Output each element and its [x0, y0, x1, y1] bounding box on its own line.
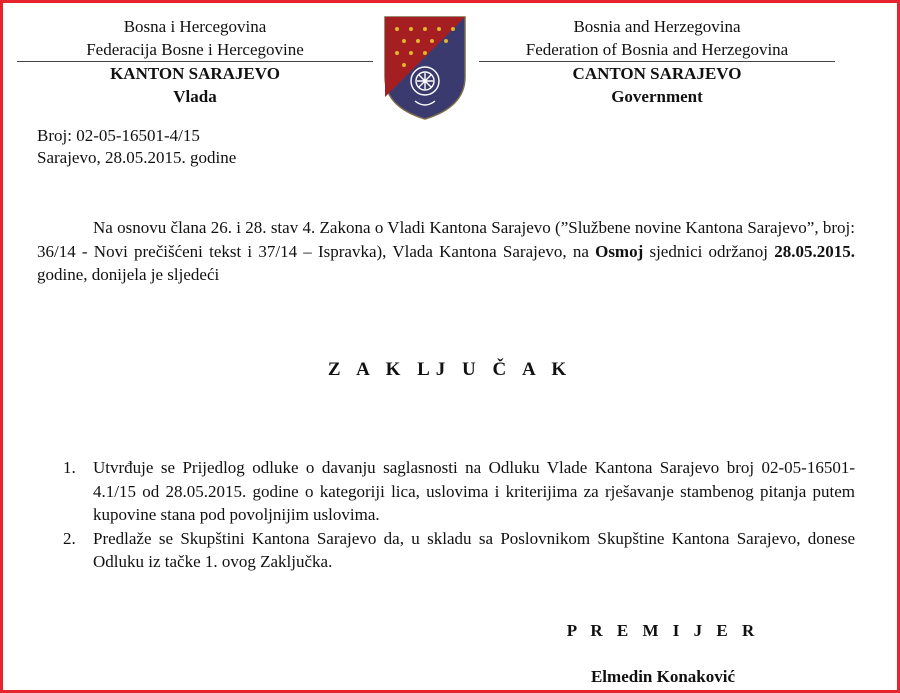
header-right-federation: Federation of Bosnia and Herzegovina	[479, 38, 835, 62]
intro-text-3: godine, donijela je sljedeći	[37, 265, 220, 284]
header-left-country: Bosna i Hercegovina	[123, 17, 267, 36]
conclusion-list	[63, 456, 855, 574]
intro-paragraph	[37, 216, 855, 287]
intro-bold-session: Osmoj	[595, 241, 644, 261]
header-left-canton: KANTON SARAJEVO	[110, 64, 280, 83]
list-item-number: 1.	[63, 458, 76, 477]
list-item	[63, 456, 855, 527]
header-right-body: Government	[611, 87, 703, 106]
header-left	[17, 15, 373, 108]
document-title: Z A K LJ U Č A K	[327, 359, 573, 380]
header-right	[479, 15, 835, 108]
intro-bold-date: 28.05.2015.	[774, 241, 855, 261]
document-meta	[37, 125, 236, 169]
intro-text-1: Na osnovu člana 26. i 28. stav 4. Zakona o Vladi Kantona Sarajevo (”Službene novine Kantona Sarajevo”, broj: 36/14 - Novi prečišćeni tekst i 37/14 – Ispravka), Vlada Kantona Sarajevo, na	[37, 218, 855, 261]
header-left-federation: Federacija Bosne i Hercegovine	[17, 38, 373, 62]
list-item-number: 2.	[63, 528, 76, 548]
signature-title: P R E M I J E R	[566, 621, 760, 640]
list-item	[63, 527, 855, 574]
intro-text-2: sjednici održanoj	[643, 241, 775, 261]
document-number: Broj: 02-05-16501-4/15	[37, 126, 200, 145]
list-item-text: Utvrđuje se Prijedlog odluke o davanju saglasnosti na Odluku Vlade Kantona Sarajevo broj 02-05-16501-4.1/15 od 28.05.2015. godine o kategoriji lica, uslovima i kriterijima za rješavanje stambenog pitanja putem kupovine stana pod povoljnijim uslovima.	[93, 458, 855, 524]
coat-of-arms-icon	[381, 15, 469, 121]
signature-name: Elmedin Konaković	[590, 667, 736, 686]
list-item-text: Predlaže se Skupštini Kantona Sarajevo da, u skladu sa Poslovnikom Skupštine Kantona Sarajevo, donese Odluku iz tačke 1. ovog Zaključka.	[93, 528, 855, 571]
document-date: Sarajevo, 28.05.2015. godine	[37, 148, 237, 167]
header-right-country: Bosnia and Herzegovina	[573, 17, 741, 36]
header-right-canton: CANTON SARAJEVO	[572, 64, 742, 83]
header-left-body: Vlada	[173, 87, 217, 106]
